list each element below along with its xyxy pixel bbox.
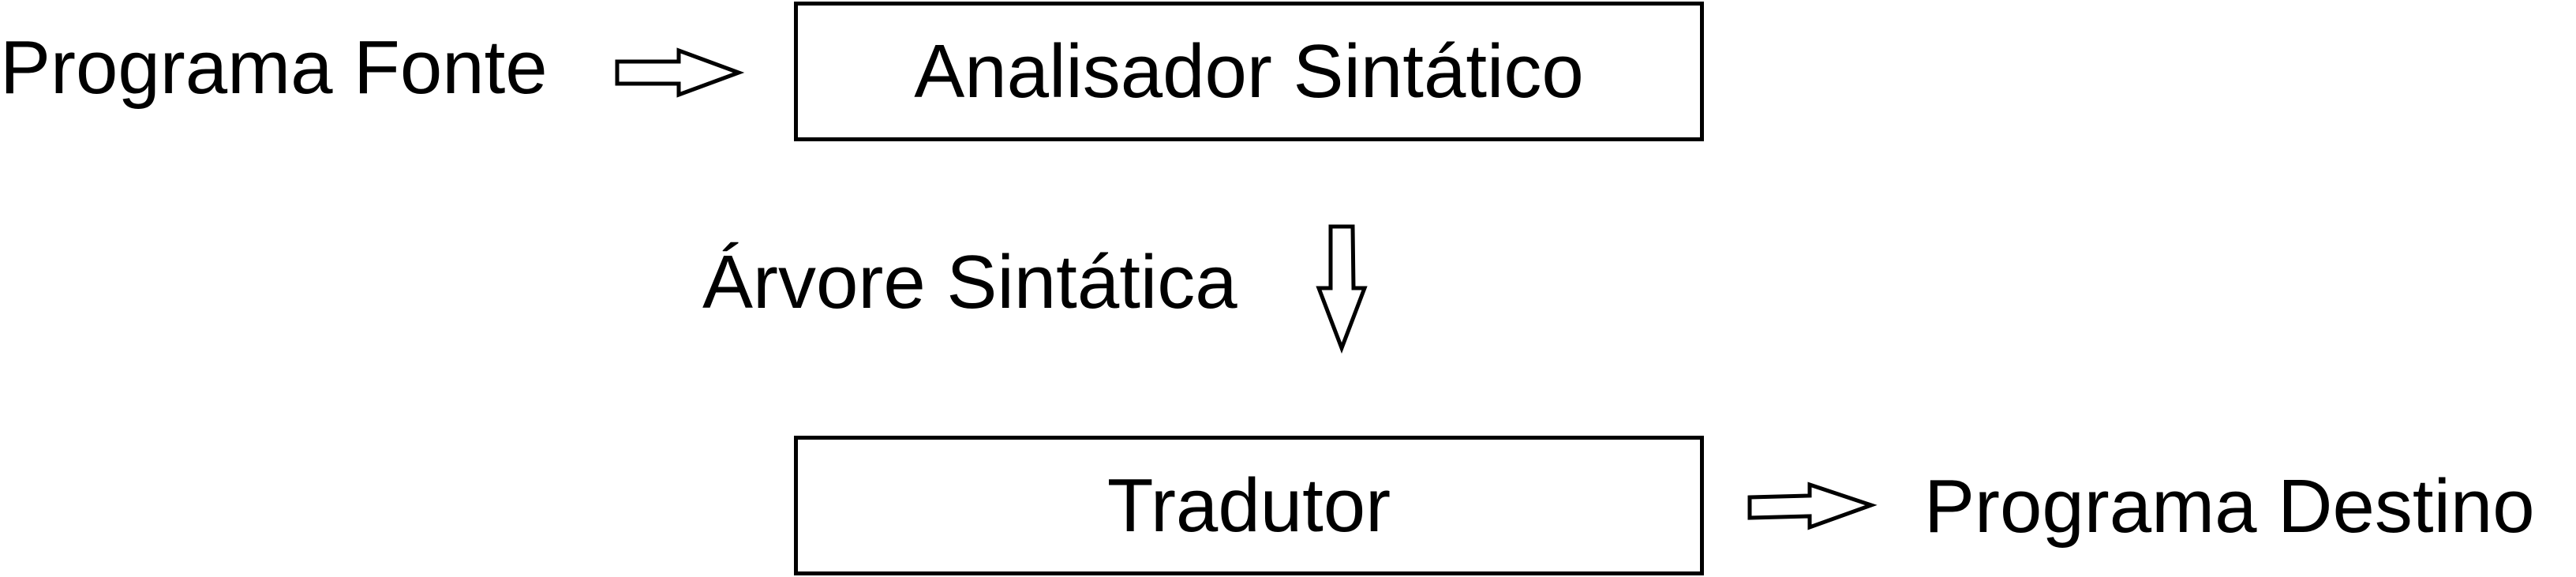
arrow-right-icon (616, 49, 742, 96)
translator-box (794, 436, 1704, 575)
source-program-label: Programa Fonte (0, 25, 548, 110)
target-program-label: Programa Destino (1924, 464, 2535, 549)
arrow-down-icon (1314, 225, 1369, 351)
arrow-right-icon (1748, 483, 1874, 532)
translator-box-label: Tradutor (1106, 463, 1391, 548)
parser-box (794, 2, 1704, 141)
syntax-tree-label: Árvore Sintática (702, 240, 1237, 324)
parser-box-label: Analisador Sintático (914, 28, 1584, 114)
